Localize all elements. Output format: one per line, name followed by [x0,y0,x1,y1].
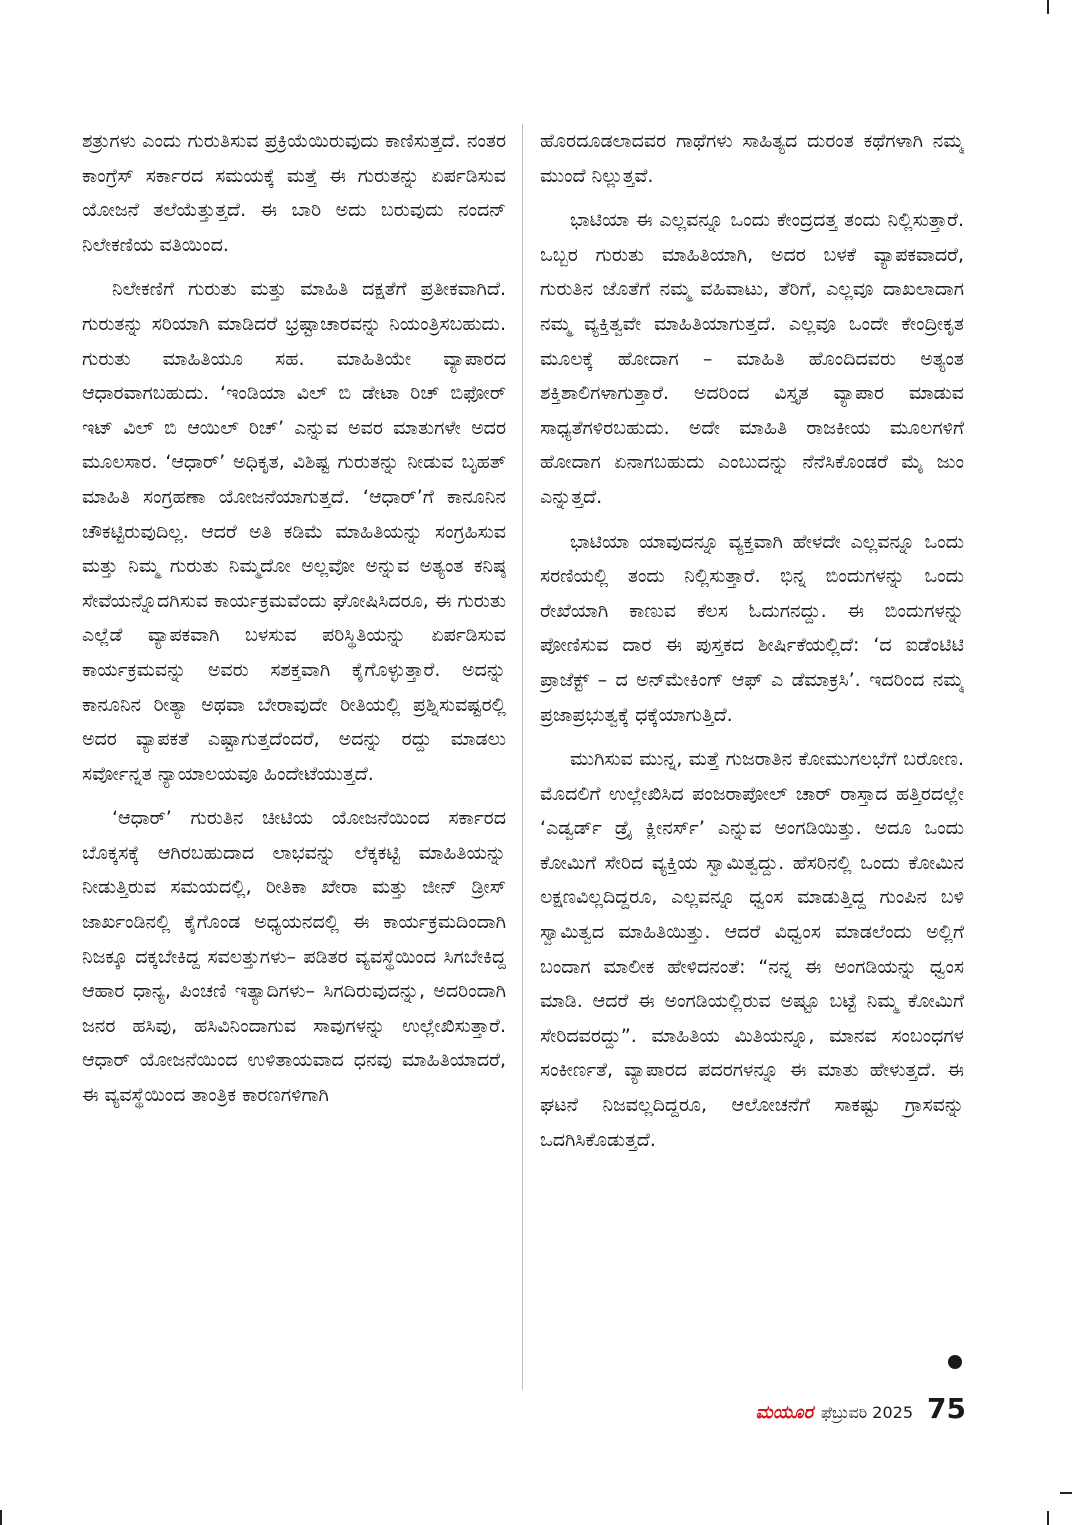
magazine-logo: ಮಯೂರ [755,1402,813,1423]
paragraph: ಭಾಟಿಯಾ ಈ ಎಲ್ಲವನ್ನೂ ಒಂದು ಕೇಂದ್ರದತ್ತ ತಂದು ನಿಲ್ಲಿಸುತ್ತಾರೆ. ಒಬ್ಬರ ಗುರುತು ಮಾಹಿತಿಯಾಗಿ, ಅದರ ಬಳಕೆ ವ್ಯಾಪಕವಾದರೆ, ಗುರುತಿನ ಜೊತೆಗೆ ನಮ್ಮ ವಹಿವಾಟು, ತೆರಿಗೆ, ಎಲ್ಲವೂ ದಾಖಲಾದಾಗ ನಮ್ಮ ವ್ಯಕ್ತಿತ್ವವೇ ಮಾಹಿತಿಯಾಗುತ್ತದೆ. ಎಲ್ಲವೂ ಒಂದೇ ಕೇಂದ್ರೀಕೃತ ಮೂಲಕ್ಕೆ ಹೋದಾಗ – ಮಾಹಿತಿ ಹೊಂದಿದವರು ಅತ್ಯಂತ ಶಕ್ತಿಶಾಲಿಗಳಾಗುತ್ತಾರೆ. ಅದರಿಂದ ವಿಸ್ತೃತ ವ್ಯಾಪಾರ ಮಾಡುವ ಸಾಧ್ಯತೆಗಳಿರಬಹುದು. ಅದೇ ಮಾಹಿತಿ ರಾಜಕೀಯ ಮೂಲಗಳಿಗೆ ಹೋದಾಗ ಏನಾಗಬಹುದು ಎಂಬುದನ್ನು ನೆನೆಸಿಕೊಂಡರೆ ಮೈ ಜುಂ ಎನ್ನುತ್ತದೆ. [540,209,964,508]
left-column [82,124,506,1390]
crop-mark [1047,0,1049,14]
paragraph: ಹೊರದೂಡಲಾದವರ ಗಾಥೆಗಳು ಸಾಹಿತ್ಯದ ದುರಂತ ಕಥೆಗಳಾಗಿ ನಮ್ಮ ಮುಂದೆ ನಿಲ್ಲುತ್ತವೆ. [540,130,964,187]
paragraph: ಭಾಟಿಯಾ ಯಾವುದನ್ನೂ ವ್ಯಕ್ತವಾಗಿ ಹೇಳದೇ ಎಲ್ಲವನ್ನೂ ಒಂದು ಸರಣಿಯಲ್ಲಿ ತಂದು ನಿಲ್ಲಿಸುತ್ತಾರೆ. ಭಿನ್ನ ಬಿಂದುಗಳನ್ನು ಒಂದು ರೇಖೆಯಾಗಿ ಕಾಣುವ ಕೆಲಸ ಓದುಗನದ್ದು. ಈ ಬಿಂದುಗಳನ್ನು ಪೋಣಿಸುವ ದಾರ ಈ ಪುಸ್ತಕದ ಶೀರ್ಷಿಕೆಯಲ್ಲಿದೆ: ‘ದ ಐಡೆಂಟಿಟಿ ಪ್ರಾಜೆಕ್ಟ್ – ದ ಅನ್‌ಮೇಕಿಂಗ್ ಆಫ್ ಎ ಡೆಮಾಕ್ರಸಿ’. ಇದರಿಂದ ನಮ್ಮ ಪ್ರಜಾಪ್ರಭುತ್ವಕ್ಕೆ ಧಕ್ಕೆಯಾಗುತ್ತಿದೆ. [540,530,964,726]
issue-date: ಫೆಬ್ರುವರಿ 2025 [820,1403,914,1422]
article-body [82,124,966,1390]
paragraph: ‘ಆಧಾರ್’ ಗುರುತಿನ ಚೀಟಿಯ ಯೋಜನೆಯಿಂದ ಸರ್ಕಾರದ ಬೊಕ್ಕಸಕ್ಕೆ ಆಗಿರಬಹುದಾದ ಲಾಭವನ್ನು ಲೆಕ್ಕಕಟ್ಟಿ ಮಾಹಿತಿಯನ್ನು ನೀಡುತ್ತಿರುವ ಸಮಯದಲ್ಲಿ, ರೀತಿಕಾ ಖೇರಾ ಮತ್ತು ಜೀನ್ ಡ್ರೀಸ್ ಜಾರ್ಖಂಡಿನಲ್ಲಿ ಕೈಗೊಂಡ ಅಧ್ಯಯನದಲ್ಲಿ ಈ ಕಾರ್ಯಕ್ರಮದಿಂದಾಗಿ ನಿಜಕ್ಕೂ ದಕ್ಕಬೇಕಿದ್ದ ಸವಲತ್ತುಗಳು– ಪಡಿತರ ವ್ಯವಸ್ಥೆಯಿಂದ ಸಿಗಬೇಕಿದ್ದ ಆಹಾರ ಧಾನ್ಯ, ಪಿಂಚಣಿ ಇತ್ಯಾದಿಗಳು– ಸಿಗದಿರುವುದನ್ನು, ಅದರಿಂದಾಗಿ ಜನರ ಹಸಿವು, ಹಸಿವಿನಿಂದಾಗುವ ಸಾವುಗಳನ್ನು ಉಲ್ಲೇಖಿಸುತ್ತಾರೆ. ಆಧಾರ್ ಯೋಜನೆಯಿಂದ ಉಳಿತಾಯವಾದ ಧನವು ಮಾಹಿತಿಯಾದರೆ, ಈ ವ್ಯವಸ್ಥೆಯಿಂದ ತಾಂತ್ರಿಕ ಕಾರಣಗಳಿಗಾಗಿ [82,807,506,1107]
column-divider [522,124,523,1390]
end-of-article-bullet [948,1355,962,1369]
paragraph: ಶತ್ರುಗಳು ಎಂದು ಗುರುತಿಸುವ ಪ್ರಕ್ರಿಯೆಯಿರುವುದು ಕಾಣಿಸುತ್ತದೆ. ನಂತರ ಕಾಂಗ್ರೆಸ್ ಸರ್ಕಾರದ ಸಮಯಕ್ಕೆ ಮತ್ತೆ ಈ ಗುರುತನ್ನು ಏರ್ಪಡಿಸುವ ಯೋಜನೆ ತಲೆಯೆತ್ತುತ್ತದೆ. ಈ ಬಾರಿ ಅದು ಬರುವುದು ನಂದನ್ ನಿಲೇಕಣಿಯ ವತಿಯಿಂದ. [82,130,506,256]
page-footer [700,1392,966,1432]
paragraph: ನಿಲೇಕಣಿಗೆ ಗುರುತು ಮತ್ತು ಮಾಹಿತಿ ದಕ್ಷತೆಗೆ ಪ್ರತೀಕವಾಗಿದೆ. ಗುರುತನ್ನು ಸರಿಯಾಗಿ ಮಾಡಿದರೆ ಭ್ರಷ್ಟಾಚಾರವನ್ನು ನಿಯಂತ್ರಿಸಬಹುದು. ಗುರುತು ಮಾಹಿತಿಯೂ ಸಹ. ಮಾಹಿತಿಯೇ ವ್ಯಾಪಾರದ ಆಧಾರವಾಗಬಹುದು. ‘ಇಂಡಿಯಾ ವಿಲ್ ಬಿ ಡೇಟಾ ರಿಚ್ ಬಿಫೋರ್ ಇಟ್ ವಿಲ್ ಬಿ ಆಯಿಲ್ ರಿಚ್’ ಎನ್ನುವ ಅವರ ಮಾತುಗಳೇ ಅದರ ಮೂಲಸಾರ. ‘ಆಧಾರ್’ ಅಧಿಕೃತ, ವಿಶಿಷ್ಟ ಗುರುತನ್ನು ನೀಡುವ ಬೃಹತ್ ಮಾಹಿತಿ ಸಂಗ್ರಹಣಾ ಯೋಜನೆಯಾಗುತ್ತದೆ. ‘ಆಧಾರ್’ಗೆ ಕಾನೂನಿನ ಚೌಕಟ್ಟಿರುವುದಿಲ್ಲ. ಆದರೆ ಅತಿ ಕಡಿಮೆ ಮಾಹಿತಿಯನ್ನು ಸಂಗ್ರಹಿಸುವ ಮತ್ತು ನಿಮ್ಮ ಗುರುತು ನಿಮ್ಮದೋ ಅಲ್ಲವೋ ಅನ್ನುವ ಅತ್ಯಂತ ಕನಿಷ್ಠ ಸೇವೆಯನ್ನೊದಗಿಸುವ ಕಾರ್ಯಕ್ರಮವೆಂದು ಘೋಷಿಸಿದರೂ, ಈ ಗುರುತು ಎಲ್ಲೆಡೆ ವ್ಯಾಪಕವಾಗಿ ಬಳಸುವ ಪರಿಸ್ಥಿತಿಯನ್ನು ಏರ್ಪಡಿಸುವ ಕಾರ್ಯಕ್ರಮವನ್ನು ಅವರು ಸಶಕ್ತವಾಗಿ ಕೈಗೊಳ್ಳುತ್ತಾರೆ. ಅದನ್ನು ಕಾನೂನಿನ ರೀತ್ಯಾ ಅಥವಾ ಬೇರಾವುದೇ ರೀತಿಯಲ್ಲಿ ಪ್ರಶ್ನಿಸುವಷ್ಟರಲ್ಲಿ ಅದರ ವ್ಯಾಪಕತೆ ಎಷ್ಟಾಗುತ್ತದೆಂದರೆ, ಅದನ್ನು ರದ್ದು ಮಾಡಲು ಸರ್ವೋನ್ನತ ನ್ಯಾಯಾಲಯವೂ ಹಿಂದೇಟೆಯುತ್ತದೆ. [82,278,506,785]
crop-mark [0,1510,2,1525]
crop-mark [1060,1492,1072,1494]
crop-mark [1047,1511,1049,1525]
right-column [540,124,964,1390]
paragraph: ಮುಗಿಸುವ ಮುನ್ನ, ಮತ್ತೆ ಗುಜರಾತಿನ ಕೋಮುಗಲಭೆಗೆ ಬರೋಣ. ಮೊದಲಿಗೆ ಉಲ್ಲೇಖಿಸಿದ ಪಂಜರಾಪೋಲ್ ಚಾರ್ ರಾಸ್ತಾದ ಹತ್ತಿರದಲ್ಲೇ ‘ಎಡ್ವರ್ಡ್ ಡ್ರೈ ಕ್ಲೀನರ್ಸ್’ ಎನ್ನುವ ಅಂಗಡಿಯಿತ್ತು. ಅದೂ ಒಂದು ಕೋಮಿಗೆ ಸೇರಿದ ವ್ಯಕ್ತಿಯ ಸ್ವಾಮಿತ್ವದ್ದು. ಹೆಸರಿನಲ್ಲಿ ಒಂದು ಕೋಮಿನ ಲಕ್ಷಣವಿಲ್ಲದಿದ್ದರೂ, ಎಲ್ಲವನ್ನೂ ಧ್ವಂಸ ಮಾಡುತ್ತಿದ್ದ ಗುಂಪಿನ ಬಳಿ ಸ್ವಾಮಿತ್ವದ ಮಾಹಿತಿಯಿತ್ತು. ಆದರೆ ವಿಧ್ವಂಸ ಮಾಡಲೆಂದು ಅಲ್ಲಿಗೆ ಬಂದಾಗ ಮಾಲೀಕ ಹೇಳಿದನಂತೆ: “ನನ್ನ ಈ ಅಂಗಡಿಯನ್ನು ಧ್ವಂಸ ಮಾಡಿ. ಆದರೆ ಈ ಅಂಗಡಿಯಲ್ಲಿರುವ ಅಷ್ಟೂ ಬಟ್ಟೆ ನಿಮ್ಮ ಕೋಮಿಗೆ ಸೇರಿದವರದ್ದು”. ಮಾಹಿತಿಯ ಮಿತಿಯನ್ನೂ, ಮಾನವ ಸಂಬಂಧಗಳ ಸಂಕೀರ್ಣತೆ, ವ್ಯಾಪಾರದ ಪದರಗಳನ್ನೂ ಈ ಮಾತು ಹೇಳುತ್ತದೆ. ಈ ಘಟನೆ ನಿಜವಲ್ಲದಿದ್ದರೂ, ಆಲೋಚನೆಗೆ ಸಾಕಷ್ಟು ಗ್ರಾಸವನ್ನು ಒದಗಿಸಿಕೊಡುತ್ತದೆ. [540,748,964,1151]
page-number: 75 [927,1392,966,1425]
